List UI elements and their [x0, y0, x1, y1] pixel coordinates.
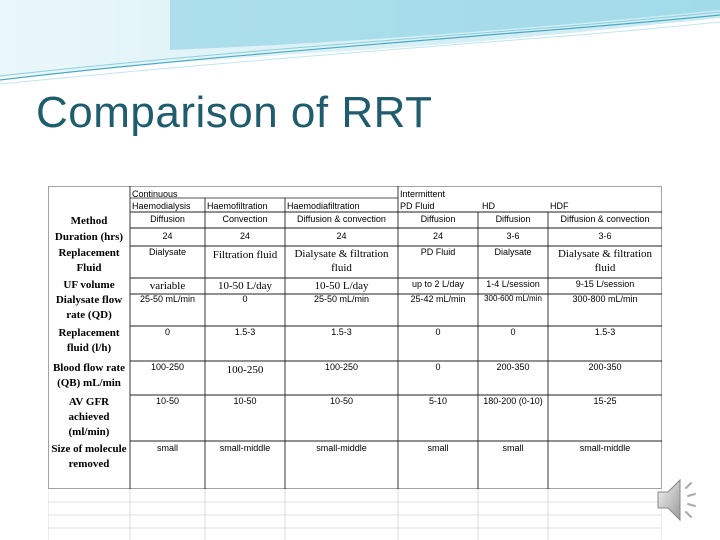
- table-cell: Filtration fluid: [212, 249, 278, 261]
- row-header-av-gfr: AV GFR achieved (ml/min): [68, 396, 110, 438]
- table-cell: 0: [164, 327, 170, 337]
- table-cell: 100-250: [324, 362, 359, 372]
- table-cell: 300-600 mL/min: [484, 294, 542, 303]
- table-cell: Dialysate & filtration fluid: [557, 248, 653, 274]
- table-cell: 3-6: [506, 231, 520, 241]
- rrt-comparison-table: [48, 186, 662, 489]
- table-cell: 3-6: [598, 231, 612, 241]
- table-cell: small-middle: [579, 443, 631, 453]
- table-cell: 180-200 (0-10): [483, 396, 543, 406]
- group-label-continuous: Continuous: [132, 189, 178, 199]
- column-header-haemofiltration: Haemofiltration: [207, 201, 268, 211]
- table-cell: 9-15 L/session: [575, 279, 635, 289]
- column-header-hdf: HDF: [550, 201, 569, 211]
- table-cell: small-middle: [219, 443, 271, 453]
- table-cell: 100-250: [150, 362, 185, 372]
- row-header-blood-flow-rate: Blood flow rate (QB) mL/min: [52, 362, 126, 389]
- table-cell: 25-42 mL/min: [410, 294, 466, 304]
- column-header-haemodialysis: Haemodialysis: [132, 201, 191, 211]
- row-header-dialysate-flow: Dialysate flow rate (QD): [55, 294, 123, 321]
- table-cell: 10-50 L/day: [314, 280, 369, 292]
- table-cell: 1-4 L/session: [486, 279, 540, 289]
- column-header-haemodiafiltration: Haemodiafiltration: [287, 201, 360, 211]
- row-header-method: Method: [70, 215, 108, 227]
- table-cell: variable: [149, 280, 186, 292]
- table-cell: 0: [435, 362, 441, 372]
- table-cell: 0: [242, 294, 248, 304]
- row-header-molecule-size: Size of molecule removed: [51, 443, 127, 470]
- group-label-intermittent: Intermittent: [400, 189, 446, 199]
- table-cell: 300-800 mL/min: [572, 294, 638, 304]
- table-cell: 0: [510, 327, 516, 337]
- table-cell: 24: [239, 231, 250, 241]
- table-cell: small-middle: [316, 443, 367, 453]
- table-cell: small: [156, 443, 178, 453]
- table-cell: Dialysate: [148, 247, 186, 257]
- table-cell: Dialysate: [494, 247, 532, 257]
- table-cell: 24: [336, 231, 347, 241]
- table-cell: 0: [435, 327, 441, 337]
- table-cell: 10-50: [233, 396, 257, 406]
- table-cell: 25-50 mL/min: [139, 294, 196, 304]
- method-cell: Convection: [222, 214, 268, 224]
- table-cell: small: [427, 443, 449, 453]
- table-cell: 24: [432, 231, 443, 241]
- table-cell: 10-50: [155, 396, 180, 406]
- column-header-pd-fluid: PD Fluid: [400, 201, 435, 211]
- table-cell: small: [502, 443, 524, 453]
- slide-title: Comparison of RRT: [36, 88, 433, 137]
- method-cell: Diffusion: [420, 214, 456, 224]
- row-header-replacement-fluid-rate: Replacement fluid (l/h): [58, 327, 120, 354]
- table-cell: 15-25: [593, 396, 617, 406]
- table-cell: 1.5-3: [331, 327, 352, 337]
- table-cell: 10-50 L/day: [217, 280, 273, 292]
- row-header-uf-volume: UF volume: [63, 279, 115, 291]
- method-cell: Diffusion & convection: [297, 214, 386, 224]
- table-cell: 24: [162, 231, 173, 241]
- table-cell: Dialysate & filtration fluid: [294, 248, 389, 274]
- table-cell: 1.5-3: [594, 327, 616, 337]
- method-cell: Diffusion: [150, 214, 185, 224]
- table-cell: 1.5-3: [234, 327, 256, 337]
- speaker-icon[interactable]: [652, 472, 704, 528]
- table-cell: 10-50: [329, 396, 354, 406]
- method-cell: Diffusion: [495, 214, 531, 224]
- header-wave-decoration: [0, 0, 720, 95]
- method-cell: Diffusion & convection: [560, 214, 650, 224]
- row-header-replacement-fluid: Replacement Fluid: [58, 247, 120, 274]
- table-cell: 200-350: [496, 362, 530, 372]
- column-header-hd: HD: [482, 201, 495, 211]
- table-cell: 200-350: [588, 362, 622, 372]
- table-cell: PD Fluid: [420, 247, 456, 257]
- row-header-duration: Duration (hrs): [54, 231, 124, 243]
- table-cell: up to 2 L/day: [411, 279, 465, 289]
- table-cell: 5-10: [428, 396, 447, 406]
- table-cell: 25-50 mL/min: [313, 294, 370, 304]
- table-cell: 100-250: [226, 364, 264, 376]
